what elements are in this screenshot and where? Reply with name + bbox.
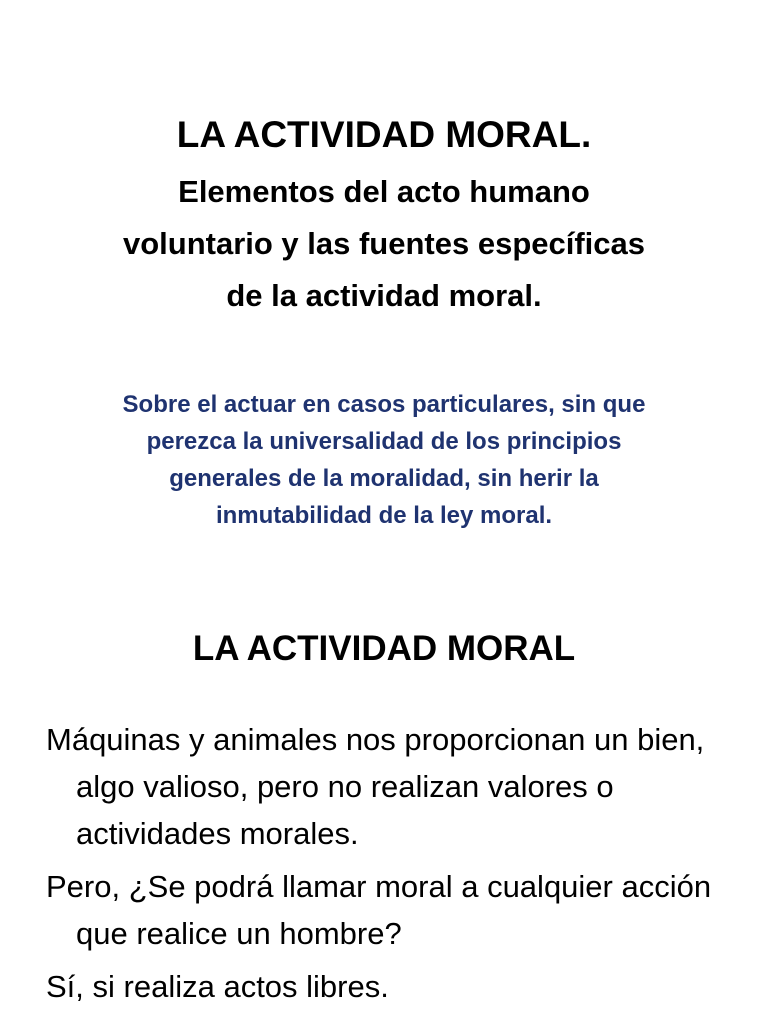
note-line: Sobre el actuar en casos particulares, sin que	[122, 391, 646, 418]
content-paragraph-list	[46, 716, 746, 1016]
content-paragraph: Pero, ¿Se podrá llamar moral a cualquier acción que realice un hombre?	[46, 869, 712, 951]
note-line: perezca la universalidad de los principios	[146, 428, 622, 455]
slide-content	[0, 560, 768, 1024]
slide-subtitle	[40, 166, 728, 322]
content-paragraph: Sí, si realiza actos libres.	[46, 969, 389, 1004]
subtitle-line: de la actividad moral.	[226, 278, 542, 313]
content-paragraph: Máquinas y animales nos proporcionan un bien, algo valioso, pero no realizan valores o actividades morales.	[46, 722, 705, 851]
note-line: inmutabilidad de la ley moral.	[215, 502, 553, 529]
slide-note	[50, 386, 718, 534]
note-line: generales de la moralidad, sin herir la	[169, 465, 599, 492]
content-heading: LA ACTIVIDAD MORAL	[192, 629, 576, 668]
subtitle-line: Elementos del acto humano	[178, 174, 590, 209]
slide-title-heading: LA ACTIVIDAD MORAL.	[176, 114, 592, 155]
subtitle-line: voluntario y las fuentes específicas	[122, 226, 646, 261]
